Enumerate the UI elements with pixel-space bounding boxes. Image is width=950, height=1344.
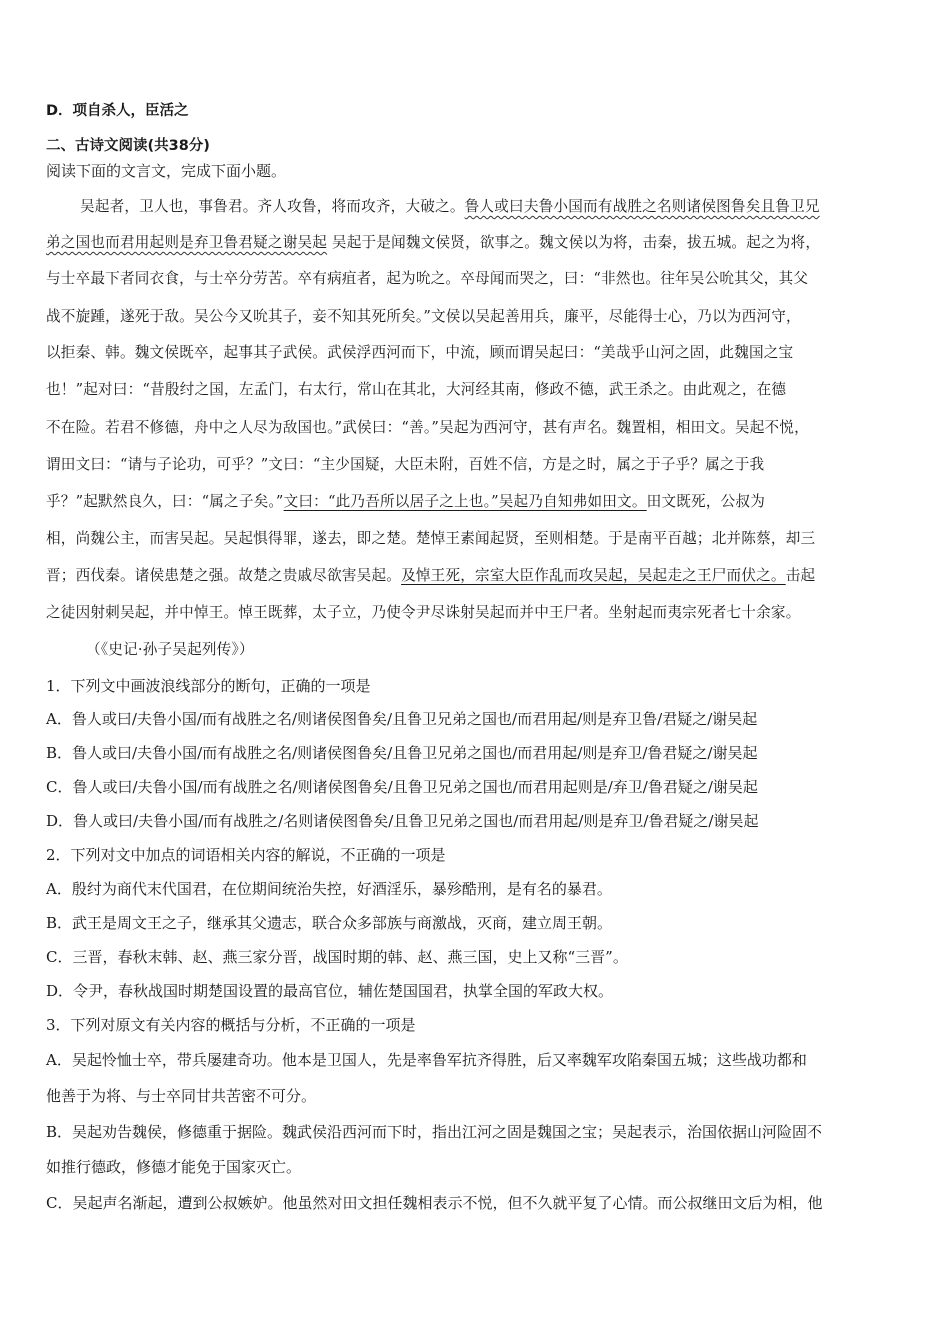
section-title: 二、古诗文阅读(共38分) xyxy=(46,138,210,154)
passage-text: 吴起于是闻魏文侯贤，欲事之。魏文侯以为将，击秦，拔五城。起之为将， xyxy=(327,234,821,251)
passage-line: 之徒因射刺吴起，并中悼王。悼王既葬，太子立，乃使令尹尽诛射吴起而并中王尸者。坐射起而夷宗死者七十余家。 xyxy=(46,604,801,621)
question-option: A．鲁人或曰/夫鲁小国/而有战胜之名/则诸侯图鲁矣/且鲁卫兄弟之国也/而君用起/则是弃卫鲁/君疑之/谢吴起 xyxy=(46,710,758,728)
question-option: D．令尹，春秋战国时期楚国设置的最高官位，辅佐楚国国君，执掌全国的军政大权。 xyxy=(46,982,614,1000)
passage-text: 田文既死，公叔为 xyxy=(646,493,766,510)
question-option: A．吴起怜恤士卒，带兵屡建奇功。他本是卫国人，先是率鲁军抗齐得胜，后又率魏军攻陷秦国五城；这些战功都和 xyxy=(46,1051,807,1069)
passage-line: 以拒秦、韩。魏文侯既卒，起事其子武侯。武侯浮西河而下，中流，顾而谓吴起曰：“美哉乎山河之固，此魏国之宝 xyxy=(46,344,794,361)
previous-option-d: D．项自杀人，臣活之 xyxy=(46,103,189,119)
passage-line xyxy=(46,233,820,253)
wavy-underlined-text: 弟之国也而君用起则是弃卫鲁君疑之谢吴起 xyxy=(46,234,328,251)
section-instruction: 阅读下面的文言文，完成下面小题。 xyxy=(46,162,287,180)
passage-source: （《史记·孙子吴起列传》） xyxy=(86,641,254,658)
question-option: B．吴起劝告魏侯，修德重于据险。魏武侯沿西河而下时，指出江河之固是魏国之宝；吴起表示，治国依据山河险固不 xyxy=(46,1123,823,1141)
passage-line: 也！”起对曰：“昔殷纣之国，左孟门，右太行，常山在其北，大河经其南，修政不德，武王杀之。由此观之，在德 xyxy=(46,381,787,398)
question-stem: 3．下列对原文有关内容的概括与分析，不正确的一项是 xyxy=(46,1016,416,1034)
passage-line: 谓田文曰：“请与子论功，可乎？”文曰：“主少国疑，大臣未附，百姓不信，方是之时，属之于子乎？属之于我 xyxy=(46,456,765,473)
passage-line xyxy=(46,492,765,512)
passage-text: 乎？”起默然良久，曰：“属之子矣。” xyxy=(46,493,284,510)
passage-line: 不在险。若君不修德，舟中之人尽为敌国也。”武侯曰：“善。”吴起为西河守，甚有声名。魏置相，相田文。吴起不悦， xyxy=(46,419,809,436)
question-option: D．鲁人或曰/夫鲁小国/而有战胜之/名则诸侯图鲁矣/且鲁卫兄弟之国也/而君用起/则是弃卫/鲁君疑之/谢吴起 xyxy=(46,812,759,830)
passage-line: 相，尚魏公主，而害吴起。吴起惧得罪，遂去，即之楚。楚悼王素闻起贤，至则相楚。于是南平百越；北并陈蔡，却三 xyxy=(46,530,816,547)
wavy-underlined-text: 鲁人或曰夫鲁小国而有战胜之名则诸侯图鲁矣且鲁卫兄 xyxy=(464,198,820,215)
question-option: B．鲁人或曰/夫鲁小国/而有战胜之名/则诸侯图鲁矣/且鲁卫兄弟之国也/而君用起/则是弃卫/鲁君疑之/谢吴起 xyxy=(46,744,758,762)
question-option: A．殷纣为商代末代国君，在位期间统治失控，好酒淫乐，暴殄酷刑，是有名的暴君。 xyxy=(46,880,612,898)
question-stem: 2．下列对文中加点的词语相关内容的解说，不正确的一项是 xyxy=(46,846,446,864)
passage-text: 晋；西伐秦。诸侯患楚之强。故楚之贵戚尽欲害吴起。 xyxy=(46,567,402,584)
underlined-sentence: 文曰：“此乃吾所以居子之上也。”吴起乃自知弗如田文。 xyxy=(283,493,647,510)
question-option-continued: 如推行德政，修德才能免于国家灭亡。 xyxy=(46,1158,302,1176)
question-stem: 1．下列文中画波浪线部分的断句，正确的一项是 xyxy=(46,677,371,695)
question-option-continued: 他善于为将、与士卒同甘共苦密不可分。 xyxy=(46,1087,317,1105)
passage-line: 战不旋踵，遂死于敌。吴公今又吮其子，妾不知其死所矣。”文侯以吴起善用兵，廉平，尽能得士心，乃以为西河守， xyxy=(46,308,801,325)
passage-line xyxy=(80,197,820,217)
passage-text: 击起 xyxy=(785,567,816,584)
passage-line: 与士卒最下者同衣食，与士卒分劳苦。卒有病疽者，起为吮之。卒母闻而哭之，曰：“非然也。往年吴公吮其父，其父 xyxy=(46,270,809,287)
passage-text: 吴起者，卫人也，事鲁君。齐人攻鲁，将而攻齐，大破之。 xyxy=(80,198,465,215)
question-option: C．吴起声名渐起，遭到公叔嫉妒。他虽然对田文担任魏相表示不悦，但不久就平复了心情。而公叔继田文后为相，他 xyxy=(46,1194,823,1212)
question-option: B．武王是周文王之子，继承其父遗志，联合众多部族与商激战，灭商，建立周王朝。 xyxy=(46,914,613,932)
passage-line xyxy=(46,566,815,586)
question-option: C．三晋，春秋末韩、赵、燕三家分晋，战国时期的韩、赵、燕三国，史上又称“三晋”。 xyxy=(46,948,628,966)
question-option: C．鲁人或曰/夫鲁小国/而有战胜之名/则诸侯图鲁矣/且鲁卫兄弟之国也/而君用起则是/弃卫/鲁君疑之/谢吴起 xyxy=(46,778,758,796)
underlined-sentence: 及悼王死，宗室大臣作乱而攻吴起，吴起走之王尸而伏之。 xyxy=(401,567,786,584)
